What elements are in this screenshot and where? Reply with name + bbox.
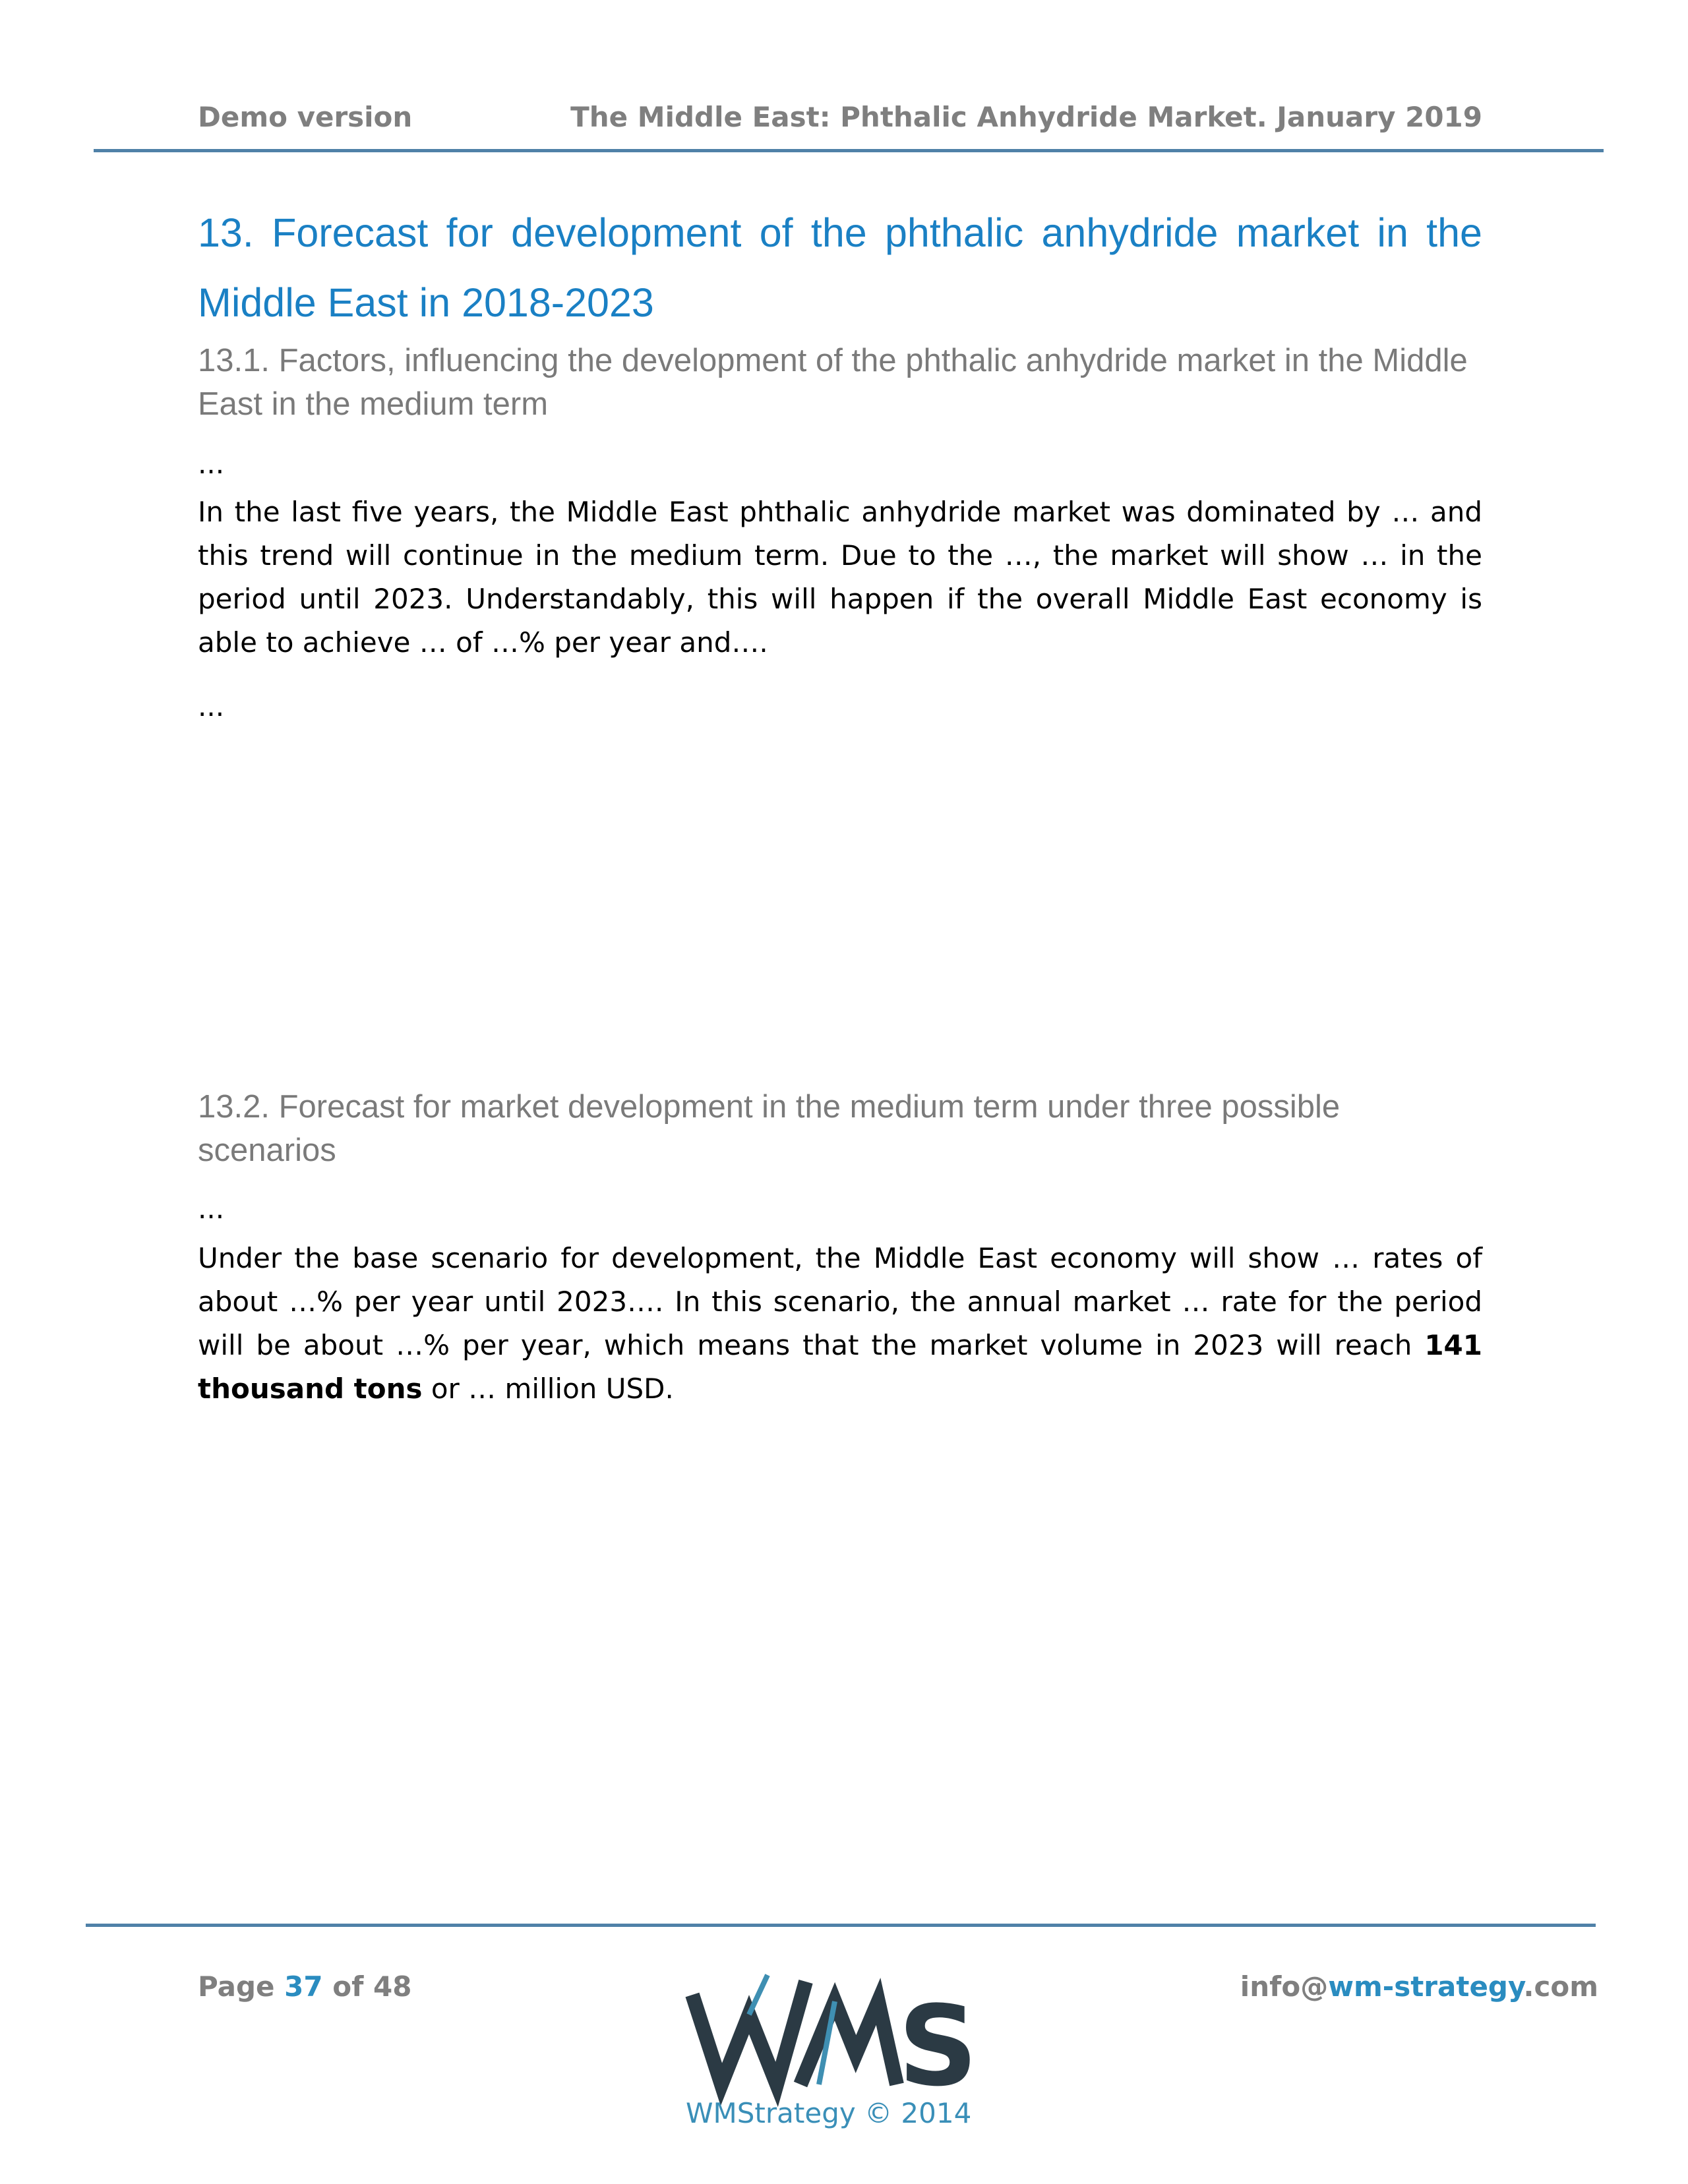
email-user: info@ xyxy=(1240,1970,1329,2003)
paragraph-13-2 xyxy=(198,1237,1482,1411)
ellipsis-marker: ... xyxy=(198,448,225,480)
subsection-13-2-title: 13.2. Forecast for market development in the medium term under three possible scenarios xyxy=(198,1089,1341,1168)
header-demo-label: Demo version xyxy=(198,101,413,133)
wms-logo-icon xyxy=(683,1975,978,2111)
email-tld: .com xyxy=(1523,1970,1598,2003)
ellipsis-marker: ... xyxy=(198,690,225,723)
page-current: 37 xyxy=(284,1970,323,2003)
wms-logo xyxy=(683,1975,978,2111)
ellipsis-marker: ... xyxy=(198,1193,225,1225)
page-label: Page xyxy=(198,1970,285,2003)
email-domain: wm-strategy xyxy=(1328,1970,1524,2003)
page-total: 48 xyxy=(373,1970,412,2003)
header-divider xyxy=(94,149,1604,152)
footer-divider xyxy=(86,1924,1596,1927)
page-number xyxy=(198,1968,411,2005)
section-title: 13. Forecast for development of the phthalic anhydride market in the Middle East in 2018-2023 xyxy=(198,210,1482,325)
page-of-label: of xyxy=(322,1970,373,2003)
paragraph-13-2-highlight: 141 thousand tons xyxy=(198,1329,1482,1405)
header-report-title: The Middle East: Phthalic Anhydride Market. January 2019 xyxy=(570,101,1482,133)
logo-letter-s: S xyxy=(898,1982,978,2111)
contact-email[interactable] xyxy=(1240,1968,1598,2005)
logo-caption: WMStrategy © 2014 xyxy=(686,2097,972,2129)
paragraph-13-2-text: Under the base scenario for development, the Middle East economy will show … rates of about …% per year until 2023…. In this scenario, the annual market … rate for the period will be about …% per year, which means that the market volume in 2023 will reach xyxy=(198,1242,1482,1361)
subsection-13-1-title: 13.1. Factors, influencing the development of the phthalic anhydride market in the Middle East in the medium term xyxy=(198,343,1468,422)
paragraph-13-2-text-end: or … million USD. xyxy=(422,1372,674,1405)
paragraph-13-1: In the last five years, the Middle East phthalic anhydride market was dominated by … and this trend will continue in the medium term. Due to the …, the market will show … in the period until 2023. Understandably, this will happen if the overall Middle East economy is able to achieve … of …% per year and…. xyxy=(198,496,1482,659)
